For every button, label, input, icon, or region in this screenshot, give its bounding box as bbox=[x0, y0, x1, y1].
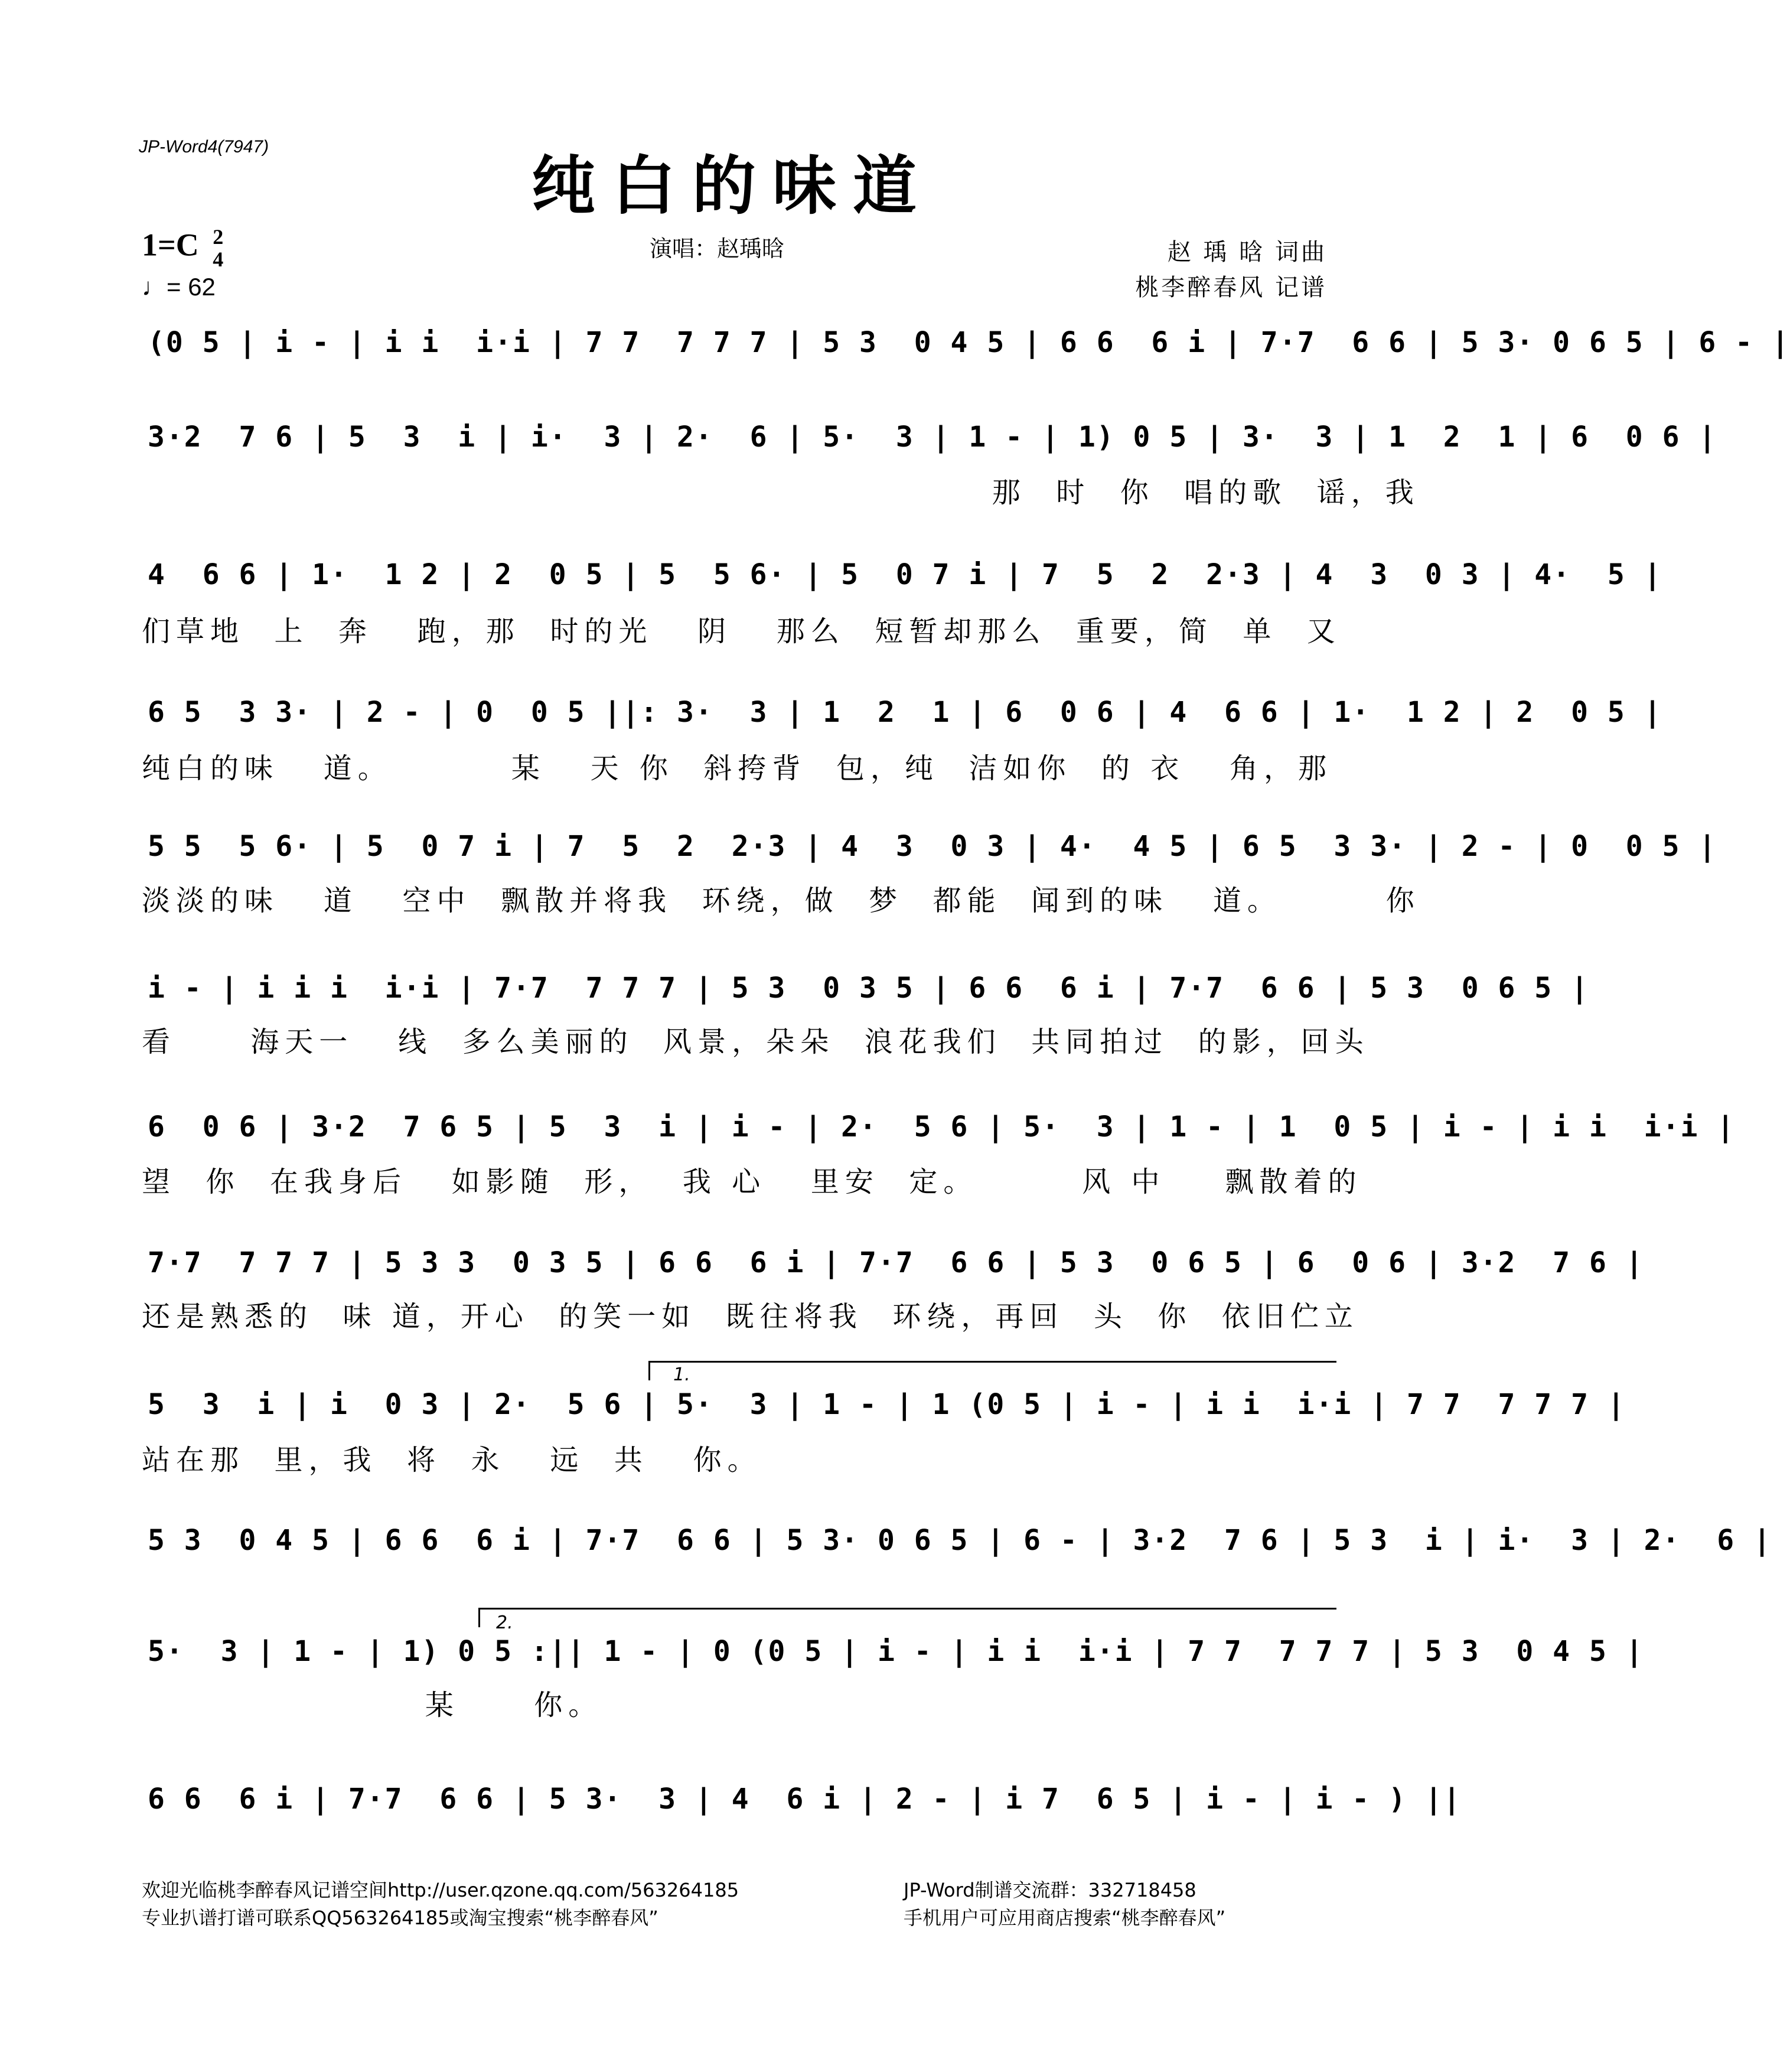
system-3-notes: 4 6 6 | 1· 1 2 | 2 0 5 | 5 5 6· | 5 0 7 i | 7 5 2 2·3 | 4 3 0 3 | 4· 5 | bbox=[148, 558, 1662, 591]
system-7-notes: 6 0 6 | 3·2 7 6 5 | 5 3 i | i - | 2· 5 6 | 5· 3 | 1 - | 1 0 5 | i - | i i i·i | bbox=[148, 1110, 1736, 1143]
volta-2-label: 2. bbox=[496, 1612, 513, 1633]
time-top: 2 bbox=[213, 225, 224, 249]
system-6-notes: i - | i i i i·i | 7·7 7 7 7 | 5 3 0 3 5 | 6 6 6 i | 7·7 6 6 | 5 3 0 6 5 | bbox=[148, 972, 1589, 1005]
key-signature bbox=[142, 226, 223, 271]
system-10-notes: 5 3 0 4 5 | 6 6 6 i | 7·7 6 6 | 5 3· 0 6 5 | 6 - | 3·2 7 6 | 5 3 i | i· 3 | 2· 6 | bbox=[148, 1524, 1772, 1557]
system-8-notes: 7·7 7 7 7 | 5 3 3 0 3 5 | 6 6 6 i | 7·7 6 6 | 5 3 0 6 5 | 6 0 6 | 3·2 7 6 | bbox=[148, 1246, 1644, 1279]
key-label: 1=C bbox=[142, 227, 199, 263]
system-4-notes: 6 5 3 3· | 2 - | 0 0 5 ||: 3· 3 | 1 2 1 | 6 0 6 | 4 6 6 | 1· 1 2 | 2 0 5 | bbox=[148, 696, 1662, 729]
system-5-notes: 5 5 5 6· | 5 0 7 i | 7 5 2 2·3 | 4 3 0 3 | 4· 4 5 | 6 5 3 3· | 2 - | 0 0 5 | bbox=[148, 830, 1717, 863]
time-signature bbox=[213, 226, 223, 271]
system-9-notes: 5 3 i | i 0 3 | 2· 5 6 | 5· 3 | 1 - | 1 (0 5 | i - | i i i·i | 7 7 7 7 7 | bbox=[148, 1388, 1626, 1421]
system-1-notes: (0 5 | i - | i i i·i | 7 7 7 7 7 | 5 3 0 4 5 | 6 6 6 i | 7·7 6 6 | 5 3· 0 6 5 | 6 - | bbox=[148, 326, 1790, 359]
volta-1-bracket bbox=[648, 1361, 1336, 1380]
tempo-marking: ♩= 62 bbox=[142, 273, 216, 301]
footer-group: JP-Word制谱交流群：332718458 bbox=[904, 1879, 1196, 1901]
song-title: 纯白的味道 bbox=[531, 149, 933, 223]
system-6-lyrics: 看 海天一 线 多么美丽的 风景，朵朵 浪花我们 共同拍过 的影，回头 bbox=[142, 1025, 1370, 1058]
software-tag: JP-Word4(7947) bbox=[139, 137, 269, 157]
system-9-lyrics: 站在那 里，我 将 永 远 共 你。 bbox=[142, 1444, 762, 1477]
lyrics-music-credit: 赵 瑀 晗 词曲 bbox=[1167, 239, 1327, 266]
system-8-lyrics: 还是熟悉的 味 道，开心 的笑一如 既往将我 环绕，再回 头 你 依旧伫立 bbox=[142, 1300, 1359, 1333]
system-2-notes: 3·2 7 6 | 5 3 i | i· 3 | 2· 6 | 5· 3 | 1 - | 1) 0 5 | 3· 3 | 1 2 1 | 6 0 6 | bbox=[148, 421, 1717, 454]
volta-1-label: 1. bbox=[673, 1364, 690, 1385]
time-bottom: 4 bbox=[213, 247, 224, 271]
system-11-notes: 5· 3 | 1 - | 1) 0 5 :|| 1 - | 0 (0 5 | i - | i i i·i | 7 7 7 7 7 | 5 3 0 4 5 | bbox=[148, 1635, 1644, 1668]
footer-app: 手机用户可应用商店搜索“桃李醉春风” bbox=[904, 1907, 1226, 1929]
system-4-lyrics: 纯白的味 道。 某 天 你 斜挎背 包，纯 洁如你 的 衣 角，那 bbox=[142, 752, 1332, 785]
system-3-lyrics: 们草地 上 奔 跑，那 时的光 阴 那么 短暂却那么 重要，简 单 又 bbox=[142, 615, 1341, 648]
footer-line-2 bbox=[142, 1903, 1329, 1930]
footer-website: 欢迎光临桃李醉春风记谱空间http://user.qzone.qq.com/563264185 bbox=[142, 1879, 739, 1901]
system-11-lyrics: 某 你。 bbox=[142, 1689, 603, 1722]
system-7-lyrics: 望 你 在我身后 如影随 形， 我 心 里安 定。 风 中 飘散着的 bbox=[142, 1165, 1362, 1198]
transcriber-credit: 桃李醉春风 记谱 bbox=[1135, 274, 1327, 301]
system-12-notes: 6 6 6 i | 7·7 6 6 | 5 3· 3 | 4 6 i | 2 - | i 7 6 5 | i - | i - ) || bbox=[148, 1783, 1462, 1816]
volta-2-bracket bbox=[478, 1608, 1336, 1627]
singer-credit: 演唱：赵瑀晗 bbox=[650, 236, 785, 262]
system-2-lyrics: 那 时 你 唱的歌 谣，我 bbox=[142, 476, 1420, 509]
footer-line-1 bbox=[142, 1875, 1329, 1902]
footer-contact: 专业扒谱打谱可联系QQ563264185或淘宝搜索“桃李醉春风” bbox=[142, 1907, 658, 1929]
system-5-lyrics: 淡淡的味 道 空中 飘散并将我 环绕，做 梦 都能 闻到的味 道。 你 bbox=[142, 884, 1420, 917]
